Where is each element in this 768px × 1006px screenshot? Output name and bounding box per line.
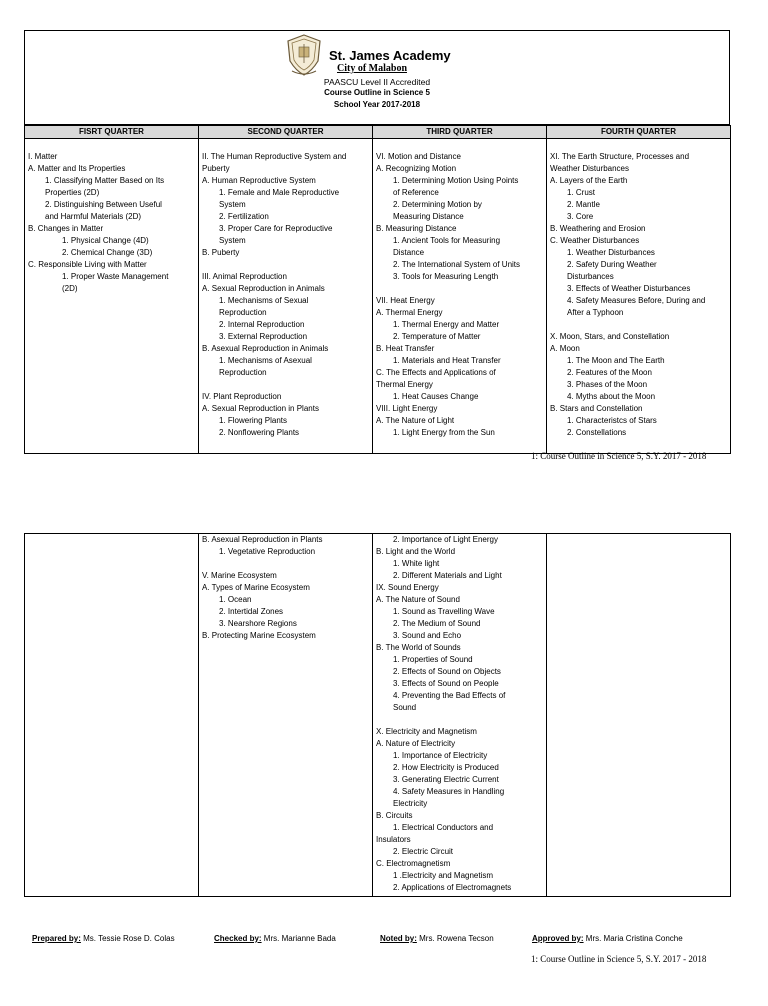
spacer — [202, 558, 369, 570]
outline-item: Electricity — [393, 799, 428, 808]
third-quarter-topics — [373, 534, 547, 897]
outline-item: B. Heat Transfer — [376, 344, 435, 353]
outline-item: System — [219, 200, 246, 209]
outline-item: 3. Effects of Weather Disturbances — [567, 284, 691, 293]
outline-item: 1. Materials and Heat Transfer — [393, 356, 501, 365]
fourth-quarter-topics — [547, 534, 731, 897]
checked-by — [214, 934, 336, 943]
outline-item: 1. White light — [393, 559, 440, 568]
outline-item: 4. Preventing the Bad Effects of — [393, 691, 506, 700]
outline-item: 1. Crust — [567, 188, 596, 197]
outline-item: B. Stars and Constellation — [550, 404, 643, 413]
outline-item: 1. Sound as Travelling Wave — [393, 607, 495, 616]
outline-item: 1. Ocean — [219, 595, 252, 604]
noted-label: Noted by: — [380, 934, 417, 943]
quarter-header: SECOND QUARTER — [199, 126, 373, 139]
school-name: St. James Academy — [329, 48, 451, 63]
quarter-header-row — [25, 126, 731, 139]
outline-item: 4. Safety Measures in Handling — [393, 787, 505, 796]
page-footer: 1: Course Outline in Science 5, S.Y. 2017 - 2018 — [531, 451, 707, 461]
spacer — [202, 379, 369, 391]
outline-item: 1. Classifying Matter Based on Its — [45, 176, 165, 185]
spacer — [550, 319, 727, 331]
outline-item: A. Sexual Reproduction in Plants — [202, 404, 319, 413]
outline-item: C. Electromagnetism — [376, 859, 451, 868]
outline-item: 2. Electric Circuit — [393, 847, 454, 856]
third-quarter-topics — [373, 139, 547, 454]
outline-item: 1. Heat Causes Change — [393, 392, 479, 401]
outline-item: I. Matter — [28, 152, 58, 161]
outline-item: VIII. Light Energy — [376, 404, 438, 413]
outline-item: System — [219, 236, 246, 245]
outline-item: B. Light and the World — [376, 547, 456, 556]
outline-item: VI. Motion and Distance — [376, 152, 461, 161]
outline-title: Course Outline in Science 5 — [324, 88, 430, 97]
outline-item: Weather Disturbances — [550, 164, 629, 173]
outline-item: 2. Safety During Weather — [567, 260, 657, 269]
outline-item: VII. Heat Energy — [376, 296, 435, 305]
prepared-name: Ms. Tessie Rose D. Colas — [80, 934, 175, 943]
first-quarter-topics — [25, 139, 199, 454]
spacer — [376, 714, 543, 726]
outline-item: A. Types of Marine Ecosystem — [202, 583, 310, 592]
second-quarter-topics — [199, 139, 373, 454]
outline-item: C. Weather Disturbances — [550, 236, 640, 245]
outline-item: 2. Nonflowering Plants — [219, 428, 300, 437]
outline-item: A. The Nature of Sound — [376, 595, 460, 604]
outline-item: B. Protecting Marine Ecosystem — [202, 631, 316, 640]
outline-item: 2. Mantle — [567, 200, 600, 209]
outline-item: B. Weathering and Erosion — [550, 224, 646, 233]
outline-item: 2. Applications of Electromagnets — [393, 883, 512, 892]
outline-item: A. Matter and Its Properties — [28, 164, 126, 173]
noted-by — [380, 934, 494, 943]
outline-item: 1. Proper Waste Management — [62, 272, 169, 281]
outline-item: 1. Importance of Electricity — [393, 751, 488, 760]
outline-item: 1. Ancient Tools for Measuring — [393, 236, 501, 245]
outline-item: 2. Effects of Sound on Objects — [393, 667, 501, 676]
outline-item: 1. Thermal Energy and Matter — [393, 320, 500, 329]
outline-item: 1. Determining Motion Using Points — [393, 176, 519, 185]
outline-item: B. Asexual Reproduction in Plants — [202, 535, 323, 544]
outline-item: IV. Plant Reproduction — [202, 392, 282, 401]
outline-item: B. The World of Sounds — [376, 643, 461, 652]
outline-item: Properties (2D) — [45, 188, 100, 197]
outline-item: 1. Electrical Conductors and — [393, 823, 494, 832]
school-year: School Year 2017-2018 — [333, 100, 421, 109]
outline-item: Distance — [393, 248, 425, 257]
spacer — [202, 259, 369, 271]
outline-item: (2D) — [62, 284, 78, 293]
checked-label: Checked by: — [214, 934, 262, 943]
approved-by — [532, 934, 683, 943]
second-quarter-topics — [199, 534, 373, 897]
outline-item: X. Moon, Stars, and Constellation — [550, 332, 670, 341]
outline-item: 2. Temperature of Matter — [393, 332, 481, 341]
outline-item: 2. Features of the Moon — [567, 368, 652, 377]
outline-item: 1. Mechanisms of Asexual — [219, 356, 312, 365]
outline-item: B. Puberty — [202, 248, 240, 257]
outline-item: B. Changes in Matter — [28, 224, 104, 233]
outline-item: of Reference — [393, 188, 439, 197]
quarter-header: FISRT QUARTER — [25, 126, 199, 139]
outline-item: Measuring Distance — [393, 212, 464, 221]
outline-item: Reproduction — [219, 308, 267, 317]
outline-item: 3. Generating Electric Current — [393, 775, 499, 784]
outline-item: 3. Sound and Echo — [393, 631, 462, 640]
outline-item: 1. Physical Change (4D) — [62, 236, 149, 245]
outline-item: 3. Nearshore Regions — [219, 619, 297, 628]
outline-item: 4. Myths about the Moon — [567, 392, 656, 401]
outline-item: 1. Weather Disturbances — [567, 248, 655, 257]
outline-item: 2. Different Materials and Light — [393, 571, 502, 580]
outline-item: 1. Characteristcs of Stars — [567, 416, 657, 425]
outline-item: 3. Effects of Sound on People — [393, 679, 499, 688]
outline-item: A. Human Reproductive System — [202, 176, 316, 185]
outline-item: 3. Core — [567, 212, 594, 221]
outline-item: B. Asexual Reproduction in Animals — [202, 344, 329, 353]
first-quarter-topics — [25, 534, 199, 897]
outline-item: 1. Flowering Plants — [219, 416, 288, 425]
outline-item: 2. The International System of Units — [393, 260, 521, 269]
outline-item: 3. External Reproduction — [219, 332, 308, 341]
approved-label: Approved by: — [532, 934, 584, 943]
outline-item: B. Circuits — [376, 811, 413, 820]
outline-item: Puberty — [202, 164, 230, 173]
outline-item: 2. How Electricity is Produced — [393, 763, 499, 772]
outline-item: Sound — [393, 703, 417, 712]
outline-item: III. Animal Reproduction — [202, 272, 287, 281]
outline-item: 3. Tools for Measuring Length — [393, 272, 499, 281]
outline-item: 3. Proper Care for Reproductive — [219, 224, 333, 233]
prepared-label: Prepared by: — [32, 934, 81, 943]
outline-item: IX. Sound Energy — [376, 583, 439, 592]
outline-item: A. Sexual Reproduction in Animals — [202, 284, 325, 293]
outline-item: 1. Vegetative Reproduction — [219, 547, 316, 556]
outline-item: 1. Mechanisms of Sexual — [219, 296, 309, 305]
outline-item: Reproduction — [219, 368, 267, 377]
outline-item: and Harmful Materials (2D) — [45, 212, 142, 221]
outline-item: 2. Internal Reproduction — [219, 320, 305, 329]
outline-item: B. Measuring Distance — [376, 224, 457, 233]
outline-item: 1 .Electricity and Magnetism — [393, 871, 494, 880]
outline-item: A. Nature of Electricity — [376, 739, 456, 748]
outline-item: 2. Determining Motion by — [393, 200, 482, 209]
outline-item: A. Recognizing Motion — [376, 164, 457, 173]
outline-item: XI. The Earth Structure, Processes and — [550, 152, 690, 161]
page-footer: 1: Course Outline in Science 5, S.Y. 2017 - 2018 — [531, 954, 707, 964]
checked-name: Mrs. Marianne Bada — [261, 934, 336, 943]
outline-item: 1. Properties of Sound — [393, 655, 473, 664]
outline-item: 2. Chemical Change (3D) — [62, 248, 153, 257]
approved-name: Mrs. Maria Cristina Conche — [583, 934, 683, 943]
outline-item: Thermal Energy — [376, 380, 433, 389]
course-outline-table-continued — [24, 533, 731, 897]
outline-item: II. The Human Reproductive System and — [202, 152, 347, 161]
outline-item: C. The Effects and Applications of — [376, 368, 496, 377]
outline-item: After a Typhoon — [567, 308, 624, 317]
school-seal-icon — [284, 33, 324, 77]
school-city: City of Malabon — [337, 63, 407, 74]
outline-item: 2. Fertilization — [219, 212, 269, 221]
outline-item: 1. The Moon and The Earth — [567, 356, 665, 365]
outline-item: 2. The Medium of Sound — [393, 619, 481, 628]
quarter-header: FOURTH QUARTER — [547, 126, 731, 139]
prepared-by — [32, 934, 175, 943]
outline-item: 1. Female and Male Reproductive — [219, 188, 340, 197]
outline-item: A. Thermal Energy — [376, 308, 443, 317]
outline-item: A. The Nature of Light — [376, 416, 455, 425]
spacer — [376, 283, 543, 295]
course-outline-table — [24, 125, 731, 454]
outline-item: 2. Importance of Light Energy — [393, 535, 498, 544]
outline-item: 1. Light Energy from the Sun — [393, 428, 495, 437]
outline-item: C. Responsible Living with Matter — [28, 260, 147, 269]
outline-item: A. Moon — [550, 344, 580, 353]
quarter-header: THIRD QUARTER — [373, 126, 547, 139]
noted-name: Mrs. Rowena Tecson — [416, 934, 494, 943]
outline-item: A. Layers of the Earth — [550, 176, 628, 185]
outline-item: 2. Distinguishing Between Useful — [45, 200, 162, 209]
outline-item: V. Marine Ecosystem — [202, 571, 277, 580]
outline-item: Insulators — [376, 835, 411, 844]
accreditation: PAASCU Level II Accredited — [323, 77, 431, 87]
outline-item: 2. Intertidal Zones — [219, 607, 284, 616]
outline-item: 2. Constellations — [567, 428, 627, 437]
outline-item: Disturbances — [567, 272, 614, 281]
outline-item: 4. Safety Measures Before, During and — [567, 296, 706, 305]
fourth-quarter-topics — [547, 139, 731, 454]
outline-item: X. Electricity and Magnetism — [376, 727, 477, 736]
outline-item: 3. Phases of the Moon — [567, 380, 648, 389]
